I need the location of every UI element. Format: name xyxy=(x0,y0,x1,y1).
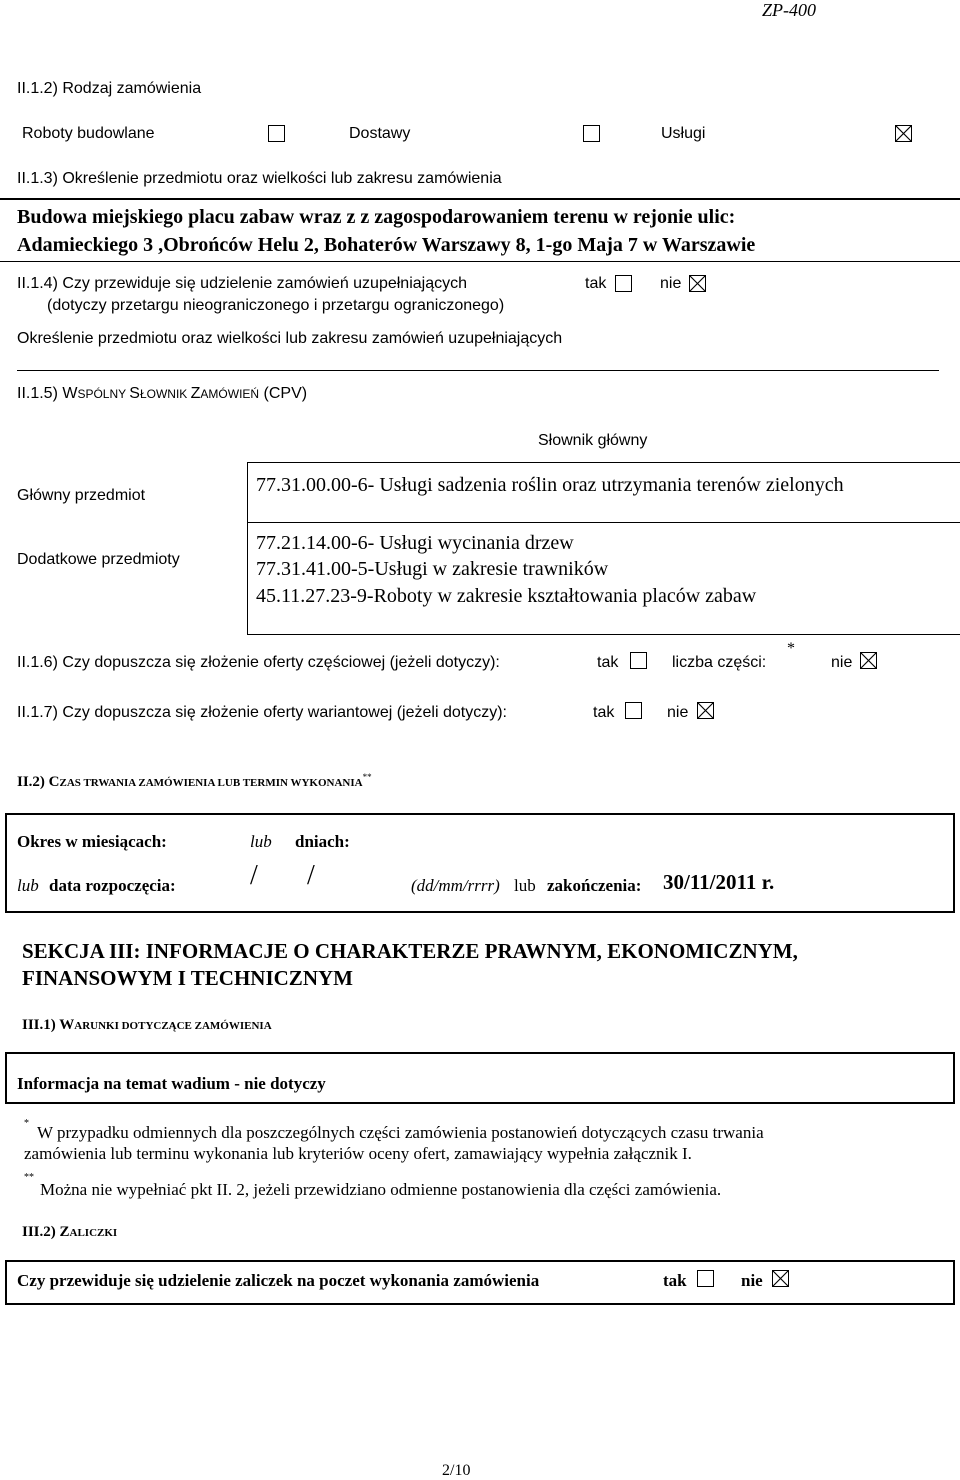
or-label: lub xyxy=(17,876,39,895)
months-label: Okres w miesiącach: xyxy=(17,832,167,851)
duration-box xyxy=(5,813,955,913)
checkbox-advances-no-checked[interactable] xyxy=(772,1270,789,1287)
page-number: 2/10 xyxy=(442,1462,471,1479)
supplementary-description-label: Określenie przedmiotu oraz wielkości lub zakresu zamówień uzupełniających xyxy=(17,330,563,347)
option-label-yes: tak xyxy=(585,275,607,292)
section-title-supplementary: II.1.4) Czy przewiduje się udzielenie zamówień uzupełniających xyxy=(17,275,468,292)
option-label-no: nie xyxy=(660,275,682,292)
option-label-no: nie xyxy=(667,704,689,721)
additional-subjects-label: Dodatkowe przedmioty xyxy=(17,551,180,568)
cpv-table-hline xyxy=(247,462,960,463)
checkbox-services-checked[interactable] xyxy=(895,125,912,142)
cpv-table-hline xyxy=(247,522,960,523)
checkbox-works[interactable] xyxy=(268,125,285,142)
footnote-text: zamówienia lub terminu wykonania lub kryteriów oceny ofert, zamawiający wypełnia załącznik I. xyxy=(24,1144,692,1163)
section-heading: FINANSOWYM I TECHNICZNYM xyxy=(22,966,353,990)
section-title-order-type: II.1.2) Rodzaj zamówienia xyxy=(17,80,202,97)
option-label-yes: tak xyxy=(593,704,615,721)
days-label: dniach: xyxy=(295,832,350,851)
additional-cpv-code: 45.11.27.23-9-Roboty w zakresie kształtowania placów zabaw xyxy=(256,585,757,607)
document-code: ZP-400 xyxy=(762,0,816,20)
option-label-no: nie xyxy=(741,1271,763,1290)
option-label-yes: tak xyxy=(663,1271,687,1290)
main-subject-label: Główny przedmiot xyxy=(17,487,146,504)
cpv-column-header: Słownik główny xyxy=(538,432,648,449)
option-label-yes: tak xyxy=(597,654,619,671)
cpv-table-hline xyxy=(247,634,960,635)
checkbox-partial-no-checked[interactable] xyxy=(860,652,877,669)
checkbox-supplies[interactable] xyxy=(583,125,600,142)
main-cpv-code: 77.31.00.00-6- Usługi sadzenia roślin oraz utrzymania terenów zielonych xyxy=(256,474,844,496)
checkbox-advances-yes[interactable] xyxy=(697,1270,714,1287)
or-label: lub xyxy=(250,832,272,851)
or-label: lub xyxy=(514,876,536,895)
advances-question: Czy przewiduje się udzielenie zaliczek na poczet wykonania zamówienia xyxy=(17,1271,540,1290)
section-heading: SEKCJA III: INFORMACJE O CHARAKTERZE PRAWNYM, EKONOMICZNYM, xyxy=(22,939,798,963)
subject-description-line1: Budowa miejskiego placu zabaw wraz z z zagospodarowaniem terenu w rejonie ulic: xyxy=(17,206,736,228)
option-label-supplies: Dostawy xyxy=(349,125,411,142)
checkbox-partial-yes[interactable] xyxy=(630,652,647,669)
end-date-value: 30/11/2011 r. xyxy=(663,870,775,894)
section-title-subject: II.1.3) Określenie przedmiotu oraz wielkości lub zakresu zamówienia xyxy=(17,170,502,187)
checkbox-supplementary-yes[interactable] xyxy=(615,275,632,292)
wadium-info: Informacja na temat wadium - nie dotyczy xyxy=(17,1074,326,1093)
additional-cpv-code: 77.21.14.00-6- Usługi wycinania drzew xyxy=(256,532,574,554)
end-date-label: zakończenia: xyxy=(547,876,642,895)
footnote-star: * xyxy=(24,1118,29,1129)
footnote-text: W przypadku odmiennych dla poszczególnych części zamówienia postanowień dotyczących czasu trwania xyxy=(37,1123,764,1142)
additional-cpv-code: 77.31.41.00-5-Usługi w zakresie trawników xyxy=(256,558,609,580)
footnote-star: ** xyxy=(24,1172,34,1183)
section-title-advances: III.2) ZALICZKI xyxy=(22,1224,118,1240)
option-label-works: Roboty budowlane xyxy=(22,125,155,142)
footnote-star: * xyxy=(787,640,795,657)
cpv-table-vline xyxy=(247,462,248,635)
subject-description-line2: Adamieckiego 3 ,Obrońców Helu 2, Bohaterów Warszawy 8, 1-go Maja 7 w Warszawie xyxy=(17,234,756,256)
start-date-label: data rozpoczęcia: xyxy=(49,876,176,895)
date-format-hint: (dd/mm/rrrr) xyxy=(411,876,500,895)
supplementary-note: (dotyczy przetargu nieograniczonego i przetargu ograniczonego) xyxy=(47,297,505,314)
section-title-variant-offers: II.1.7) Czy dopuszcza się złożenie oferty wariantowej (jeżeli dotyczy): xyxy=(17,704,507,721)
section-title-partial-offers: II.1.6) Czy dopuszcza się złożenie oferty częściowej (jeżeli dotyczy): xyxy=(17,654,500,671)
date-separator: / xyxy=(250,860,258,891)
option-label-services: Usługi xyxy=(661,125,706,142)
section-title-conditions: III.1) WARUNKI DOTYCZĄCE ZAMÓWIENIA xyxy=(22,1017,272,1033)
divider xyxy=(0,198,960,200)
blank-line xyxy=(17,370,939,371)
section-title-cpv: II.1.5) WSPÓLNY SŁOWNIK ZAMÓWIEŃ (CPV) xyxy=(17,385,308,402)
date-separator: / xyxy=(307,860,315,891)
section-title-duration: II.2) CZAS TRWANIA ZAMÓWIENIA LUB TERMIN WYKONANIA** xyxy=(17,772,372,790)
checkbox-variant-yes[interactable] xyxy=(625,702,642,719)
parts-count-label: liczba części: xyxy=(672,654,767,671)
option-label-no: nie xyxy=(831,654,853,671)
divider xyxy=(0,261,960,262)
footnote-text: Można nie wypełniać pkt II. 2, jeżeli przewidziano odmienne postanowienia dla części zamówienia. xyxy=(40,1180,722,1199)
checkbox-variant-no-checked[interactable] xyxy=(697,702,714,719)
checkbox-supplementary-no-checked[interactable] xyxy=(689,275,706,292)
